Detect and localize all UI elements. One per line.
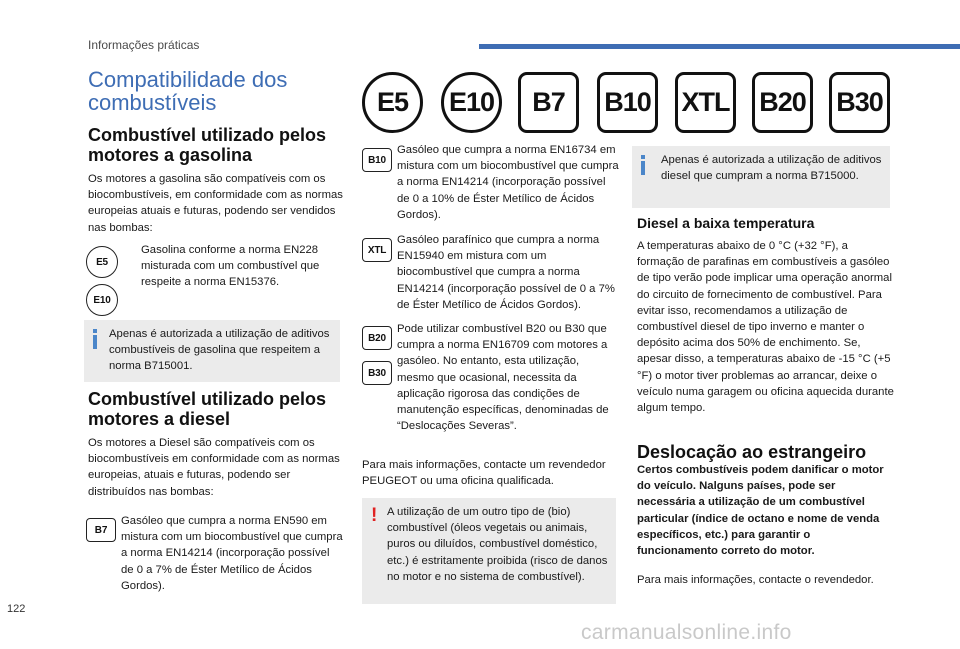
b7-large-icon: B7 — [518, 72, 579, 133]
abroad-heading: Deslocação ao estrangeiro — [637, 442, 867, 462]
gasoline-intro: Os motores a gasolina são compatíveis com os biocombustíveis, em conformidade com as normas europeias atuais e futuras, podendo ser vendidos nas bombas: — [88, 173, 343, 234]
section-title: Informações práticas — [88, 38, 200, 52]
warning-icon: ! — [371, 505, 378, 526]
abroad-bold-text: Certos combustíveis podem danificar o motor do veículo. Nalguns países, pode ser necessária a utilização de um combustível particular (índice de octano e nome de venda específicos, etc.) para garantir o funcionamento correto do motor. — [637, 464, 884, 558]
diesel-intro: Os motores a Diesel são compatíveis com os biocombustíveis em conformidade com as normas europeias, atuais e futuras, podendo ser distribuídos nas bombas: — [88, 437, 340, 498]
diesel-additive-note — [632, 146, 890, 208]
e5-large-icon: E5 — [362, 72, 423, 133]
section-tab-bar — [479, 44, 960, 49]
warning-text: A utilização de um outro tipo de (bio) combustível (óleos vegetais ou animais, puros ou diluídos, combustível doméstico, etc.) é estritamente proibida (risco de danos no motor e no sistema de combustível). — [387, 506, 608, 583]
b10-description: Gasóleo que cumpra a norma EN16734 em mistura com um biocombustível que cumpra a norma EN14214 (incorporação possível de 0 a 10% de Éster Metílico de Ácidos Gordos). — [397, 144, 619, 221]
e10-fuel-icon: E10 — [86, 284, 118, 316]
cold-diesel-heading: Diesel a baixa temperatura — [637, 215, 815, 231]
b7-description: Gasóleo que cumpra a norma EN590 em mistura com um biocombustível que cumpra a norma EN14214 (incorporação possível de 0 a 7% de Éster Metílico de Ácidos Gordos). — [121, 515, 343, 592]
b20-large-icon: B20 — [752, 72, 813, 133]
diesel-heading: Combustível utilizado pelos motores a diesel — [88, 389, 327, 429]
info-icon — [93, 329, 97, 349]
cold-diesel-text: A temperaturas abaixo de 0 °C (+32 °F), a formação de parafinas em combustíveis a gasóleo de tipo verão pode implicar uma operação anormal do circuito de fornecimento de combustível. Para evitar isso, recomendamos a utilização de combustível diesel de tipo inverno e manter o depósito acima dos 50% de enchimento. Se, apesar disso, a temperaturas abaixo de -15 °C (+5 °F) o motor tiver problemas ao arrancar, deixe o veículo numa garagem ou oficina aquecida durante algum tempo. — [637, 240, 894, 415]
e5-fuel-icon: E5 — [86, 246, 118, 278]
gasoline-heading: Combustível utilizado pelos motores a gasolina — [88, 125, 327, 165]
more-info-text: Para mais informações, contacte um revendedor PEUGEOT ou uma oficina qualificada. — [362, 459, 606, 488]
e10-large-icon: E10 — [441, 72, 502, 133]
diesel-note-text: Apenas é autorizada a utilização de aditivos diesel que cumpram a norma B715000. — [661, 154, 882, 183]
b30-large-icon: B30 — [829, 72, 890, 133]
fuel-warning-note — [362, 498, 616, 604]
gasoline-fuel-description: Gasolina conforme a norma EN228 misturada com um combustível que respeite a norma EN15376. — [141, 244, 320, 289]
watermark: carmanualsonline.info — [581, 621, 792, 644]
gasoline-additive-note — [84, 320, 340, 382]
abroad-text: Para mais informações, contacte o revendedor. — [637, 574, 874, 586]
xtl-large-icon: XTL — [675, 72, 736, 133]
xtl-fuel-icon: XTL — [362, 238, 392, 262]
b20-b30-description: Pode utilizar combustível B20 ou B30 que cumpra a norma EN16709 com motores a gasóleo. No entanto, esta utilização, mesmo que ocasional, necessita da aplicação rigorosa das condições de manutenção específicas, denominadas de “Deslocações Severas”. — [397, 323, 609, 433]
page-number: 122 — [7, 603, 26, 615]
gasoline-note-text: Apenas é autorizada a utilização de aditivos combustíveis de gasolina que respeitem a norma B715001. — [109, 328, 330, 373]
b30-fuel-icon: B30 — [362, 361, 392, 385]
page-title: Compatibilidade dos combustíveis — [88, 67, 288, 115]
info-icon — [641, 155, 645, 175]
b10-large-icon: B10 — [597, 72, 658, 133]
b10-fuel-icon: B10 — [362, 148, 392, 172]
b7-fuel-icon: B7 — [86, 518, 116, 542]
b20-fuel-icon: B20 — [362, 326, 392, 350]
xtl-description: Gasóleo parafínico que cumpra a norma EN15940 em mistura com um biocombustível que cumpra a norma EN14214 (incorporação possível de 0 a 7% de Éster Metílico de Ácidos Gordos). — [397, 234, 615, 311]
